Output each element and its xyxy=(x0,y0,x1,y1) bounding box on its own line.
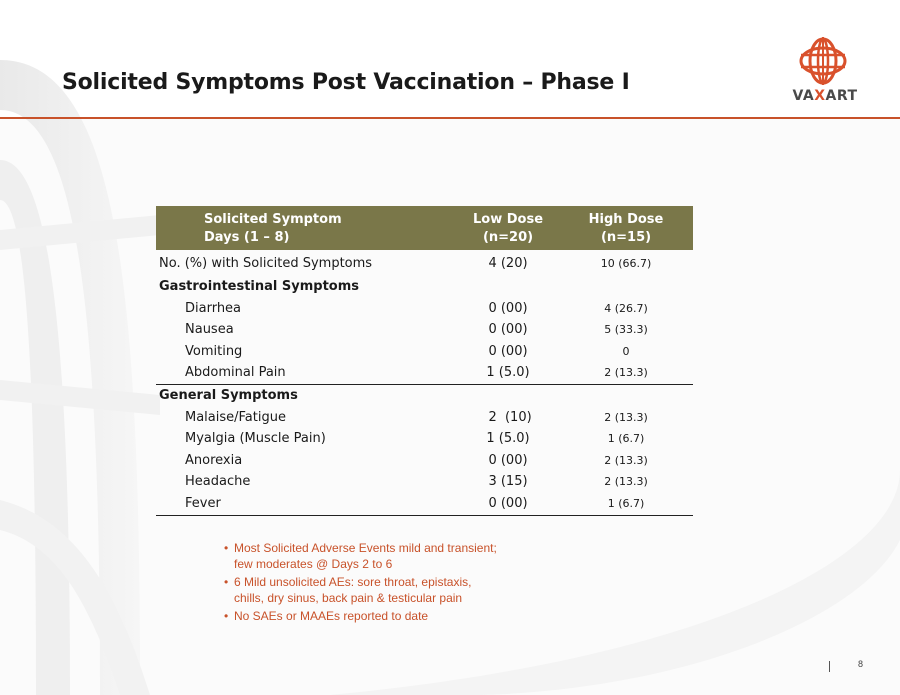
table-row xyxy=(156,428,693,450)
table-row xyxy=(156,493,693,516)
low-dose-value: 2 (10) xyxy=(484,409,532,425)
high-dose-value: 2 (13.3) xyxy=(604,366,648,380)
row-label: Fever xyxy=(185,495,221,511)
notes-bullet-list xyxy=(224,540,497,626)
high-dose-value: 4 (26.7) xyxy=(604,301,648,315)
high-dose-value: 1 (6.7) xyxy=(607,432,645,446)
table-row xyxy=(156,362,693,385)
row-label: Anorexia xyxy=(185,452,243,468)
high-dose-value: 10 (66.7) xyxy=(600,257,652,270)
low-dose-value: 0 (00) xyxy=(488,343,528,359)
header-symptom-line1: Solicited Symptom xyxy=(204,212,342,227)
row-label: Gastrointestinal Symptoms xyxy=(159,279,360,294)
title-divider xyxy=(0,117,900,119)
row-label: Vomiting xyxy=(185,343,243,359)
high-dose-value: 2 (13.3) xyxy=(604,453,648,467)
bullet-dot-icon: • xyxy=(224,575,229,589)
page-number-divider xyxy=(829,661,830,672)
bullet-dot-icon: • xyxy=(224,609,229,623)
table-row xyxy=(156,319,693,341)
header-low-line2: (n=20) xyxy=(482,230,534,245)
row-label: Diarrhea xyxy=(185,300,242,316)
table-row xyxy=(156,341,693,363)
header-symptom xyxy=(204,211,342,247)
low-dose-value: 3 (15) xyxy=(488,474,528,490)
header-low-line1: Low Dose xyxy=(472,212,544,227)
high-dose-value: 1 (6.7) xyxy=(607,496,645,510)
row-label: Myalgia (Muscle Pain) xyxy=(185,431,326,447)
table-section-heading xyxy=(156,385,693,407)
low-dose-value: 4 (20) xyxy=(488,256,528,271)
low-dose-value: 0 (00) xyxy=(488,322,528,338)
row-label: Malaise/Fatigue xyxy=(185,409,286,425)
bullet-item xyxy=(224,540,497,572)
slide-title: Solicited Symptoms Post Vaccination – Phase I xyxy=(62,70,630,95)
header-symptom-line2: Days (1 – 8) xyxy=(204,230,290,245)
wordmark-suffix: ART xyxy=(825,88,858,104)
wordmark-prefix: VA xyxy=(792,88,815,104)
row-label: Abdominal Pain xyxy=(185,365,286,381)
symptoms-table xyxy=(156,206,693,516)
bullet-text: No SAEs or MAAEs reported to date xyxy=(234,609,429,623)
row-label: No. (%) with Solicited Symptoms xyxy=(159,256,373,271)
row-label: Nausea xyxy=(185,322,234,338)
header-low-dose xyxy=(460,211,556,247)
high-dose-value: 2 (13.3) xyxy=(604,410,648,424)
high-dose-value: 5 (33.3) xyxy=(604,323,648,337)
header-high-line2: (n=15) xyxy=(600,230,652,245)
bullet-dot-icon: • xyxy=(224,541,229,555)
table-row xyxy=(156,407,693,429)
low-dose-value: 1 (5.0) xyxy=(486,431,530,447)
table-section-heading xyxy=(156,276,693,298)
header-high-line1: High Dose xyxy=(588,212,664,227)
table-row xyxy=(156,298,693,320)
high-dose-value: 0 xyxy=(622,344,630,358)
bullet-item xyxy=(224,608,497,624)
low-dose-value: 0 (00) xyxy=(488,300,528,316)
vaxart-wordmark xyxy=(780,88,870,104)
low-dose-value: 1 (5.0) xyxy=(486,365,530,381)
bullet-text: 6 Mild unsolicited AEs: sore throat, epistaxis, chills, dry sinus, back pain & testicular pain xyxy=(234,575,472,605)
table-row xyxy=(156,450,693,472)
row-label: Headache xyxy=(185,474,251,490)
table-header xyxy=(156,206,693,250)
table-row xyxy=(156,471,693,493)
header-high-dose xyxy=(576,211,676,247)
low-dose-value: 0 (00) xyxy=(488,452,528,468)
page-number: 8 xyxy=(858,659,864,669)
bullet-text: Most Solicited Adverse Events mild and transient; few moderates @ Days 2 to 6 xyxy=(234,541,497,571)
table-row xyxy=(156,250,693,276)
low-dose-value: 0 (00) xyxy=(488,495,528,511)
wordmark-x: X xyxy=(814,88,826,104)
row-label: General Symptoms xyxy=(159,387,298,403)
bullet-item xyxy=(224,574,497,606)
high-dose-value: 2 (13.3) xyxy=(604,475,648,489)
